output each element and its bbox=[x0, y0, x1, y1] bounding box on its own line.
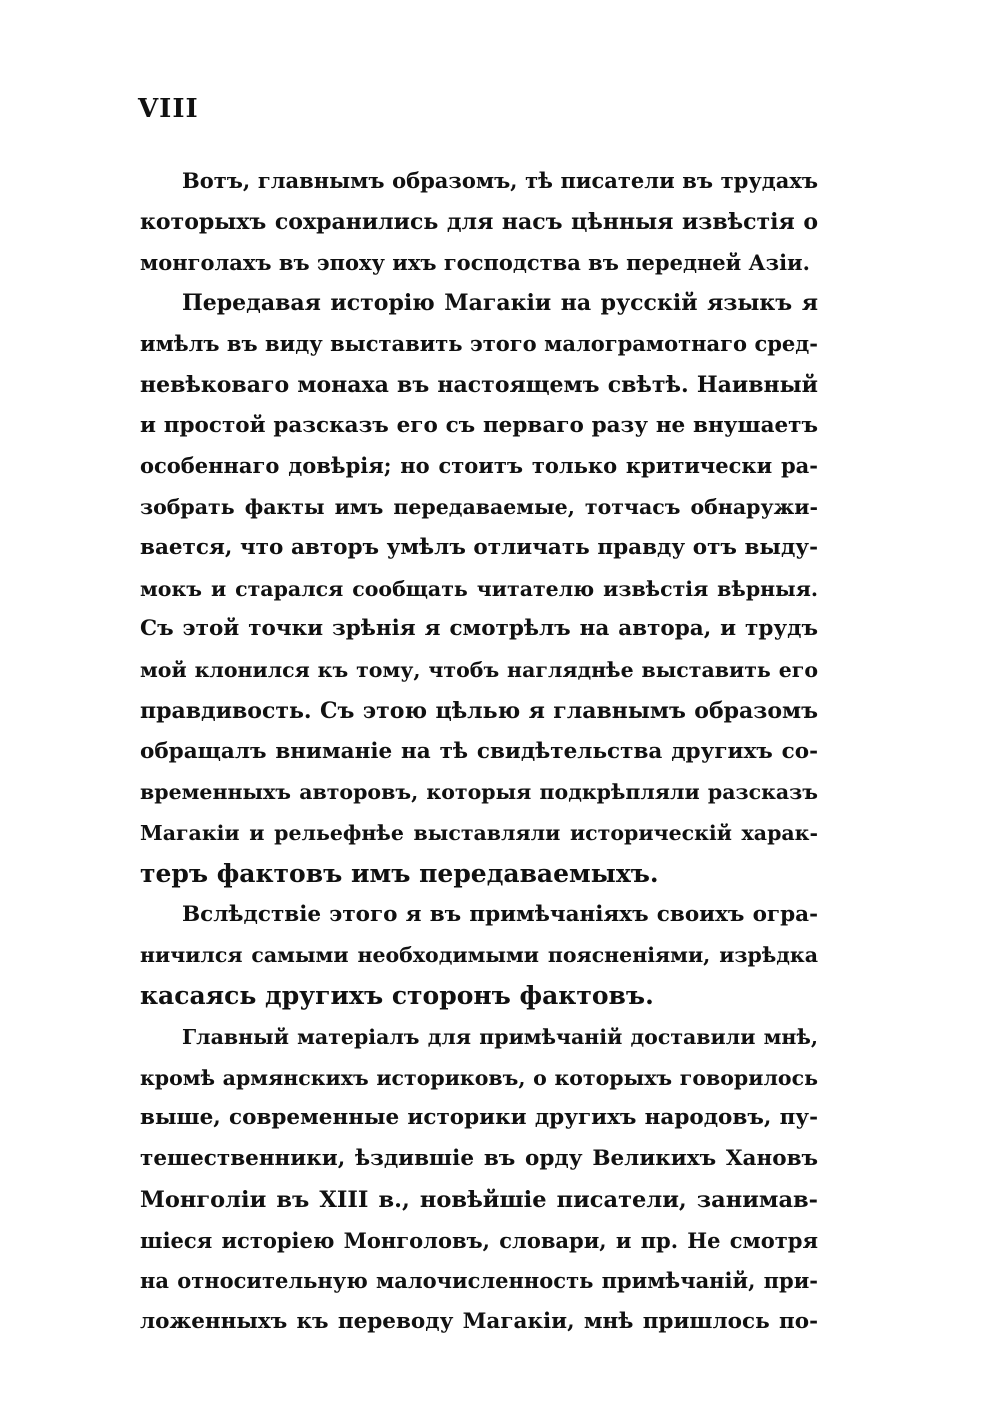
text-line: правдивость. Съ этою цѣлью я главнымъ образомъ bbox=[140, 697, 818, 724]
text-line: кромѣ армянскихъ историковъ, о которыхъ говорилось bbox=[140, 1065, 818, 1090]
text-line: ложенныхъ къ переводу Магакіи, мнѣ пришлось по- bbox=[140, 1309, 818, 1334]
text-line: Монголіи въ XIII в., новѣйшіе писатели, занимав- bbox=[140, 1186, 818, 1213]
text-line: невѣковаго монаха въ настоящемъ свѣтѣ. Наивный bbox=[140, 371, 818, 398]
text-line: Вотъ, главнымъ образомъ, тѣ писатели въ трудахъ bbox=[182, 168, 818, 193]
text-line: на относительную малочисленность примѣчаній, при- bbox=[140, 1268, 818, 1294]
text-line: обращалъ вниманіе на тѣ свидѣтельства другихъ со- bbox=[140, 738, 818, 764]
text-line: имѣлъ въ виду выставить этого малограмотнаго сред- bbox=[140, 331, 818, 356]
text-line: выше, современные историки другихъ народовъ, пу- bbox=[140, 1105, 818, 1131]
text-line: мокъ и старался сообщать читателю извѣстія вѣрныя. bbox=[140, 576, 818, 601]
text-line: монголахъ въ эпоху ихъ господства въ передней Азіи. bbox=[140, 249, 810, 275]
text-line: которыхъ сохранились для насъ цѣнныя извѣстія о bbox=[140, 208, 818, 235]
text-line: тешественники, ѣздившіе въ орду Великихъ Хановъ bbox=[140, 1146, 818, 1171]
text-line: Вслѣдствіе этого я въ примѣчаніяхъ своихъ огра- bbox=[182, 901, 818, 927]
text-line: теръ фактовъ имъ передаваемыхъ. bbox=[140, 858, 659, 888]
body-text bbox=[140, 161, 818, 1343]
text-line: Передавая исторію Магакіи на русскій языкъ я bbox=[182, 290, 818, 317]
text-line: особеннаго довѣрія; но стоитъ только критически ра- bbox=[140, 453, 818, 479]
text-line: зобрать факты имъ передаваемые, тотчасъ обнаружи- bbox=[140, 495, 818, 519]
text-line: временныхъ авторовъ, которыя подкрѣпляли разсказъ bbox=[140, 780, 818, 805]
text-line: и простой разсказъ его съ перваго разу не внушаетъ bbox=[140, 412, 818, 438]
text-line: ничился самыми необходимыми поясненіями, изрѣдка bbox=[140, 943, 818, 968]
text-line: Магакіи и рельефнѣе выставляли историческій харак- bbox=[140, 821, 818, 845]
text-line: шіеся исторіею Монголовъ, словари, и пр. Не смотря bbox=[140, 1227, 818, 1253]
text-line: касаясь другихъ сторонъ фактовъ. bbox=[140, 981, 654, 1010]
text-line: мой клонился къ тому, чтобъ нагляднѣе выставить его bbox=[140, 658, 818, 682]
page-number: VIII bbox=[138, 94, 199, 124]
text-line: Главный матеріалъ для примѣчаній доставили мнѣ, bbox=[182, 1024, 818, 1049]
text-line: Съ этой точки зрѣнія я смотрѣлъ на автора, и трудъ bbox=[140, 616, 818, 642]
text-line: вается, что авторъ умѣлъ отличать правду отъ выду- bbox=[140, 534, 818, 560]
